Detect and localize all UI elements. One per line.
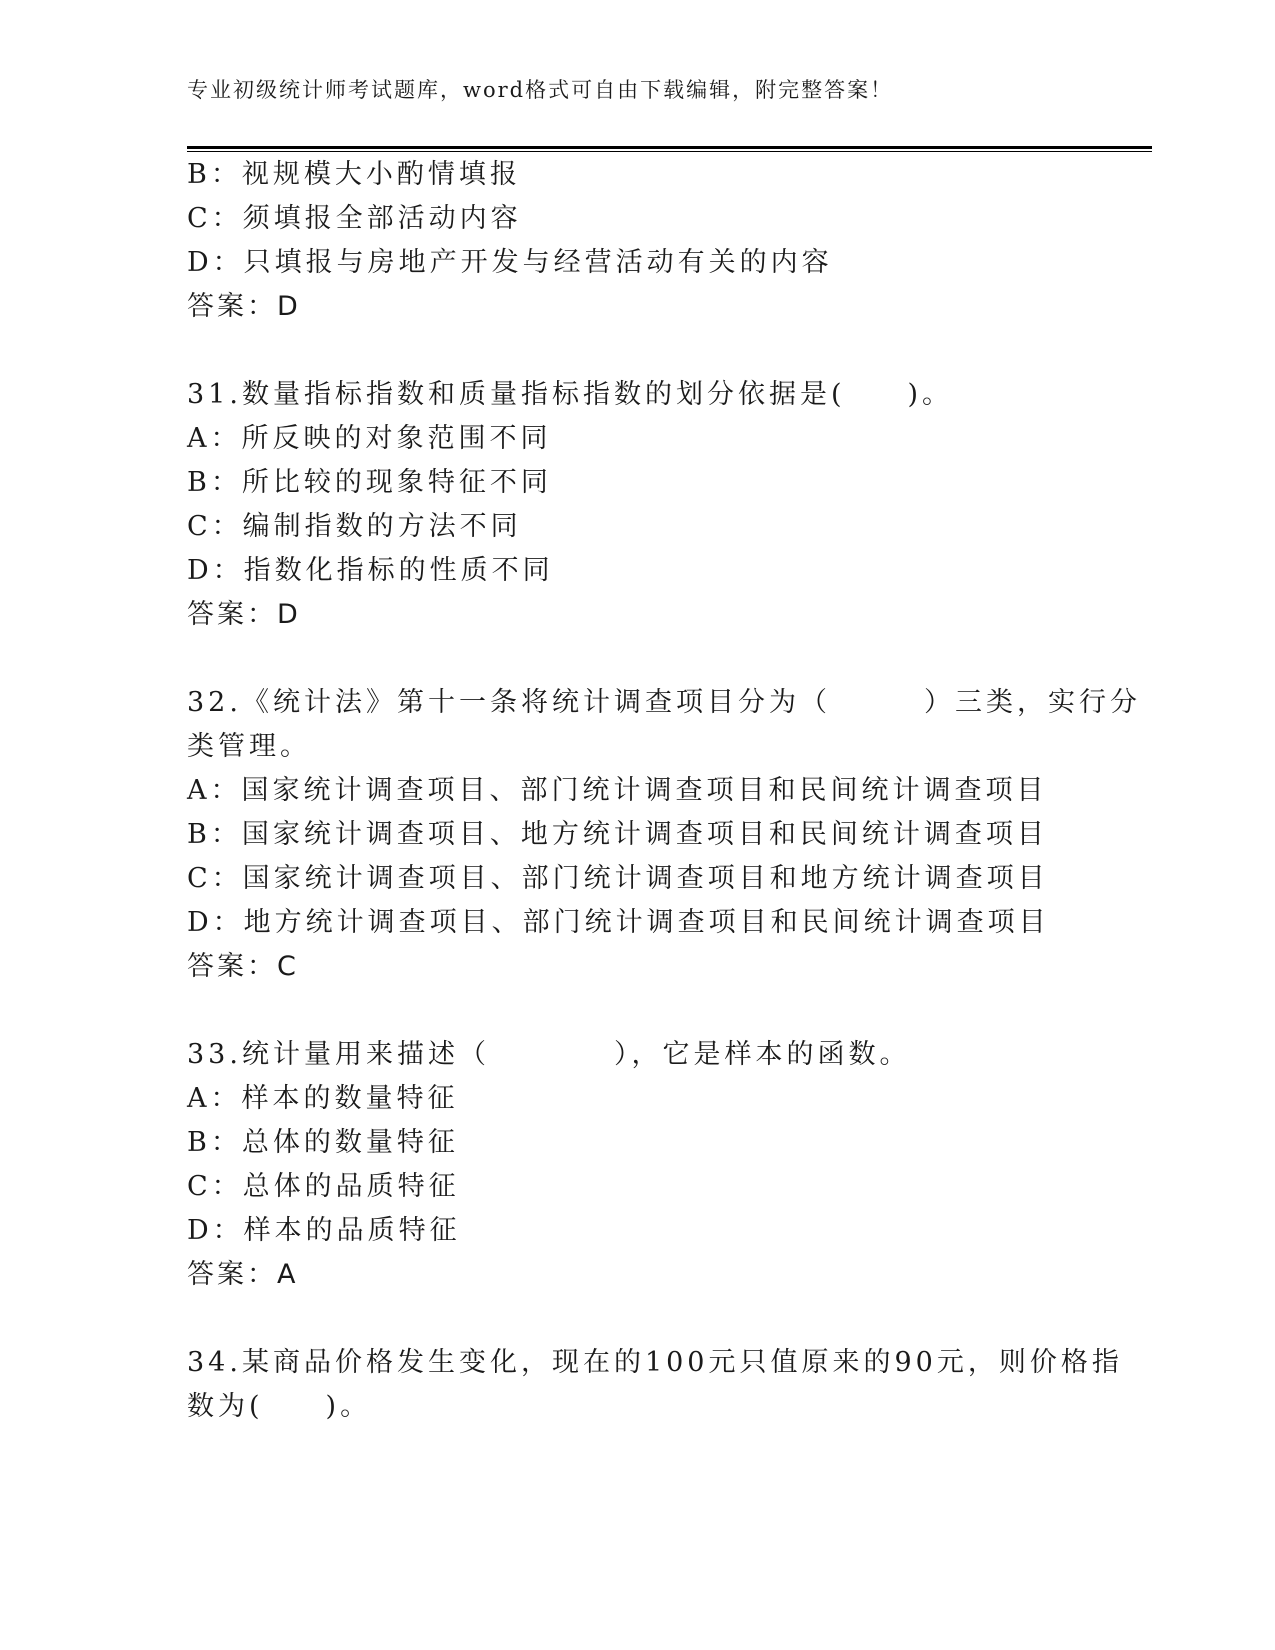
q34-stem-line1: 34.某商品价格发生变化，现在的100元只值原来的90元，则价格指 [187,1347,1123,1378]
q33-answer: 答案：A [187,1259,299,1290]
q33-stem: 33.统计量用来描述（ ），它是样本的函数。 [187,1039,911,1070]
q30-option-d: D：只填报与房地产开发与经营活动有关的内容 [187,247,833,278]
q33-option-d: D：样本的品质特征 [187,1215,461,1246]
q31-stem: 31.数量指标指数和质量指标指数的划分依据是( )。 [187,379,954,410]
header-rule-thin [187,151,1152,152]
q30-option-b: B：视规模大小酌情填报 [187,159,521,190]
q31-answer: 答案：D [187,599,301,630]
q31-option-a: A：所反映的对象范围不同 [187,423,552,454]
q31-option-d: D：指数化指标的性质不同 [187,555,554,586]
q32-stem-line1: 32.《统计法》第十一条将统计调查项目分为（ ）三类，实行分 [187,687,1141,718]
q34-stem-line2: 数为( )。 [187,1391,372,1422]
q33-option-a: A：样本的数量特征 [187,1083,459,1114]
q32-option-c: C：国家统计调查项目、部门统计调查项目和地方统计调查项目 [187,863,1049,894]
q31-option-b: B：所比较的现象特征不同 [187,467,552,498]
q30-option-c: C：须填报全部活动内容 [187,203,522,234]
q33-option-c: C：总体的品质特征 [187,1171,460,1202]
q32-answer: 答案：C [187,951,299,982]
page-header: 专业初级统计师考试题库，word格式可自由下载编辑，附完整答案！ [187,78,894,102]
q31-option-c: C：编制指数的方法不同 [187,511,522,542]
q32-option-b: B：国家统计调查项目、地方统计调查项目和民间统计调查项目 [187,819,1048,850]
q32-option-d: D：地方统计调查项目、部门统计调查项目和民间统计调查项目 [187,907,1050,938]
header-rule-thick [187,146,1152,149]
q30-answer: 答案：D [187,291,301,322]
q33-option-b: B：总体的数量特征 [187,1127,459,1158]
q32-stem-line2: 类管理。 [187,731,311,762]
q32-option-a: A：国家统计调查项目、部门统计调查项目和民间统计调查项目 [187,775,1048,806]
